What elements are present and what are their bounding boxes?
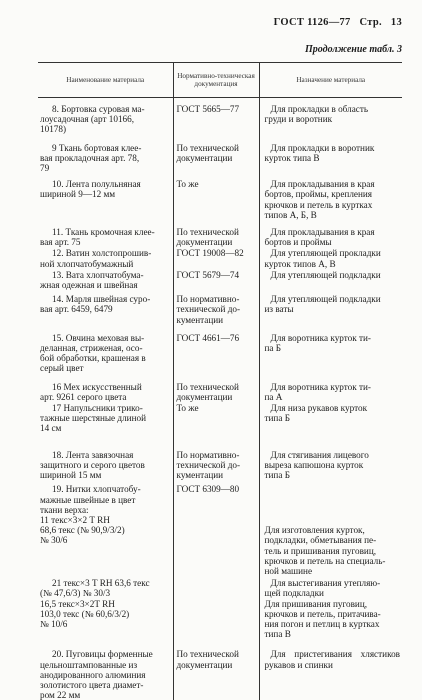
material-name-line: 19. Нитки хлопчатобу- — [40, 484, 169, 494]
cell-name — [38, 402, 173, 440]
material-name-line: 14 см — [40, 423, 169, 433]
material-name-line: вая арт. 6459, 6479 — [40, 304, 169, 314]
material-name-line: шириной 15 мм — [40, 470, 169, 480]
purpose-line: Для прокладки в воротник — [265, 143, 401, 153]
doc-ref-line: документации — [177, 237, 257, 247]
material-name-line: 18. Лента завязочная — [40, 450, 169, 460]
purpose-line: из ваты — [265, 304, 401, 314]
material-name-line: 11. Ткань кромочная клее- — [40, 227, 169, 237]
purpose-line: подкладки, обметывания пе- — [265, 535, 401, 545]
material-name-line: 11 текс×3×2 T RH — [40, 515, 169, 525]
material-name-line: 8. Бортовка суровая ма- — [40, 104, 169, 114]
material-name-line: бой обработки, крашеная в — [40, 353, 169, 363]
table-row — [38, 139, 402, 176]
cell-purpose — [259, 402, 402, 440]
doc-ref-line: ГОСТ 5665—77 — [177, 104, 257, 114]
material-name-line: золотистого цвета диамет- — [40, 680, 169, 690]
material-name-line: 13. Вата хлопчатобума- — [40, 270, 169, 280]
cell-purpose — [259, 247, 402, 268]
purpose-line: типов А, Б, В — [265, 210, 401, 220]
purpose-line: курток типа В — [265, 153, 401, 163]
table-row — [38, 290, 402, 327]
page-header — [268, 17, 402, 28]
purpose-line — [265, 495, 401, 505]
material-name-line: 15. Овчина меховая вы- — [40, 333, 169, 343]
material-name-line: 12. Ватин холстопрошив- — [40, 248, 169, 258]
doc-ref-line: документации — [177, 153, 257, 163]
cell-name — [38, 175, 173, 223]
doc-ref-line: ГОСТ 4661—76 — [177, 333, 257, 343]
material-name-line: 9 Ткань бортовая клее- — [40, 143, 169, 153]
doc-ref-line: технической до- — [177, 304, 257, 314]
doc-ref-line: ГОСТ 5679—74 — [177, 270, 257, 280]
cell-purpose — [259, 440, 402, 481]
material-name-line: деланная, стриженая, осо- — [40, 343, 169, 353]
material-name-line: вая прокладочная арт. 78, — [40, 153, 169, 163]
material-name-line: 10. Лента полульняная — [40, 179, 169, 189]
doc-ref-line: По нормативно- — [177, 294, 257, 304]
cell-doc — [173, 641, 259, 700]
material-name-line: ткани верха: — [40, 505, 169, 515]
material-name-line: серый цвет — [40, 363, 169, 373]
cell-purpose — [259, 641, 402, 700]
cell-name — [38, 269, 173, 290]
cell-name — [38, 440, 173, 481]
cell-doc — [173, 378, 259, 402]
cell-doc — [173, 98, 259, 139]
doc-ref-line: ГОСТ 19008—82 — [177, 248, 257, 258]
cell-doc — [173, 139, 259, 176]
purpose-line: Для прокладывания в края — [265, 179, 401, 189]
purpose-line: Для прокладывания в края — [265, 227, 401, 237]
doc-ref-line: То же — [177, 179, 257, 189]
purpose-line: па А — [265, 392, 401, 402]
material-name-line: 10178) — [40, 124, 169, 134]
purpose-line — [265, 484, 401, 494]
cell-purpose — [259, 98, 402, 139]
doc-ref-line: По технической — [177, 227, 257, 237]
cell-doc — [173, 327, 259, 378]
material-name-line: анодированного алюминия — [40, 670, 169, 680]
table-row — [38, 402, 402, 440]
cell-name — [38, 290, 173, 327]
table-row — [38, 269, 402, 290]
table-row — [38, 247, 402, 268]
purpose-line: Для стягивания лицевого — [265, 450, 401, 460]
cell-name — [38, 98, 173, 139]
purpose-line: крючков и петель на специаль- — [265, 556, 401, 566]
cell-name — [38, 641, 173, 700]
purpose-line: Для выстегивания утепляю- — [265, 578, 401, 588]
cell-purpose — [259, 175, 402, 223]
standard-number: ГОСТ 1126—77 — [274, 17, 351, 28]
table-body — [38, 98, 402, 700]
purpose-line: крючков и петель, притачива- — [265, 609, 401, 619]
purpose-line: Для утепляющей подкладки — [265, 270, 401, 280]
cell-name — [38, 327, 173, 378]
purpose-line: крючков и петель в куртках — [265, 200, 401, 210]
cell-doc — [173, 402, 259, 440]
purpose-line: груди и воротник — [265, 114, 401, 124]
doc-ref-line: ГОСТ 6309—80 — [177, 484, 257, 494]
material-name-line: № 10/6 — [40, 619, 169, 629]
purpose-line: Для изготовления курток, — [265, 525, 401, 535]
table-row — [38, 378, 402, 402]
purpose-line: ной машине — [265, 566, 401, 576]
table-continuation-caption: Продолжение табл. 3 — [305, 44, 402, 55]
purpose-line: Для прокладки в область — [265, 104, 401, 114]
table-row — [38, 327, 402, 378]
purpose-line: выреза капюшона курток — [265, 460, 401, 470]
material-name-line: лоусадочная (арт 10166, — [40, 114, 169, 124]
material-name-line: защитного и серого цветов — [40, 460, 169, 470]
purpose-line: щей подкладки — [265, 588, 401, 598]
cell-doc — [173, 269, 259, 290]
cell-purpose — [259, 290, 402, 327]
cell-doc — [173, 440, 259, 481]
cell-doc — [173, 175, 259, 223]
purpose-line: бортов и проймы — [265, 237, 401, 247]
doc-ref-line: То же — [177, 403, 257, 413]
cell-purpose — [259, 480, 402, 576]
material-name-line: арт. 9261 серого цвета — [40, 392, 169, 402]
cell-purpose — [259, 139, 402, 176]
purpose-line: типа Б — [265, 413, 401, 423]
material-name-line: цельноштампованные из — [40, 660, 169, 670]
doc-ref-line: документации — [177, 392, 257, 402]
cell-name — [38, 223, 173, 247]
material-name-line: шириной 9—12 мм — [40, 189, 169, 199]
column-header-purpose: Назначение материала — [259, 63, 402, 98]
material-name-line: (№ 47,6/3) № 30/3 — [40, 588, 169, 598]
page-label: Стр. — [360, 17, 382, 28]
material-name-line: ной хлопчатобумажный — [40, 259, 169, 269]
table-row — [38, 440, 402, 481]
table-row — [38, 223, 402, 247]
doc-ref-line: кументации — [177, 470, 257, 480]
material-name-line: 79 — [40, 163, 169, 173]
purpose-line: па Б — [265, 343, 401, 353]
cell-purpose — [259, 269, 402, 290]
materials-table — [38, 62, 402, 700]
purpose-line: Для утепляющей прокладки — [265, 248, 401, 258]
purpose-line: типа Б — [265, 470, 401, 480]
doc-ref-line: По технической — [177, 143, 257, 153]
table-row — [38, 98, 402, 139]
material-name-line: 14. Марля швейная суро- — [40, 294, 169, 304]
material-name-line: № 30/6 — [40, 535, 169, 545]
material-name-line: мажные швейные в цвет — [40, 495, 169, 505]
doc-ref-line: По технической — [177, 382, 257, 392]
purpose-line: тель и пришивания пуговиц, — [265, 546, 401, 556]
material-name-line: вая арт. 75 — [40, 237, 169, 247]
cell-doc — [173, 576, 259, 641]
purpose-line: бортов, проймы, крепления — [265, 189, 401, 199]
table-row — [38, 576, 402, 641]
table-header-row — [38, 63, 402, 98]
doc-ref-line: кументации — [177, 315, 257, 325]
purpose-line: Для утепляющей подкладки — [265, 294, 401, 304]
page-number: 13 — [391, 17, 402, 28]
material-name-line: жная одежная и швейная — [40, 280, 169, 290]
doc-ref-line: документации — [177, 660, 257, 670]
cell-doc — [173, 223, 259, 247]
cell-doc — [173, 247, 259, 268]
cell-name — [38, 480, 173, 576]
purpose-line: курток типов А, В — [265, 259, 401, 269]
column-header-doc: Нормативно-техническая документация — [173, 63, 259, 98]
cell-purpose — [259, 378, 402, 402]
table-row — [38, 641, 402, 700]
purpose-line: Для низа рукавов курток — [265, 403, 401, 413]
column-header-name: Наименование материала — [38, 63, 173, 98]
material-name-line: 17 Напульсники трико- — [40, 403, 169, 413]
doc-ref-line: По технической — [177, 649, 257, 659]
purpose-line: типа В — [265, 629, 401, 639]
material-name-line: 68,6 текс (№ 90,9/3/2) — [40, 525, 169, 535]
purpose-line — [265, 515, 401, 525]
purpose-line — [265, 505, 401, 515]
material-name-line: 20. Пуговицы форменные — [40, 649, 169, 659]
purpose-line: ния погон и петлиц в куртках — [265, 619, 401, 629]
cell-name — [38, 139, 173, 176]
table-row — [38, 175, 402, 223]
cell-doc — [173, 480, 259, 576]
material-name-line: 16,5 текс×3×2T RH — [40, 599, 169, 609]
material-name-line: ром 22 мм — [40, 690, 169, 700]
cell-purpose — [259, 576, 402, 641]
purpose-line: Для пришивания пуговиц, — [265, 599, 401, 609]
cell-name — [38, 576, 173, 641]
cell-name — [38, 247, 173, 268]
cell-purpose — [259, 223, 402, 247]
material-name-line: тажные шерстяные длиной — [40, 413, 169, 423]
purpose-line: Для воротника курток ти- — [265, 382, 401, 392]
cell-doc — [173, 290, 259, 327]
material-name-line: 103,0 текс (№ 60,6/3/2) — [40, 609, 169, 619]
cell-purpose — [259, 327, 402, 378]
doc-ref-line: По нормативно- — [177, 450, 257, 460]
doc-ref-line: технической до- — [177, 460, 257, 470]
purpose-line: Для пристегивания хлястиков рукавов и спинки — [265, 649, 401, 669]
material-name-line: 16 Мех искусственный — [40, 382, 169, 392]
cell-name — [38, 378, 173, 402]
material-name-line: 21 текс×3 T RH 63,6 текс — [40, 578, 169, 588]
table-row — [38, 480, 402, 576]
purpose-line: Для воротника курток ти- — [265, 333, 401, 343]
